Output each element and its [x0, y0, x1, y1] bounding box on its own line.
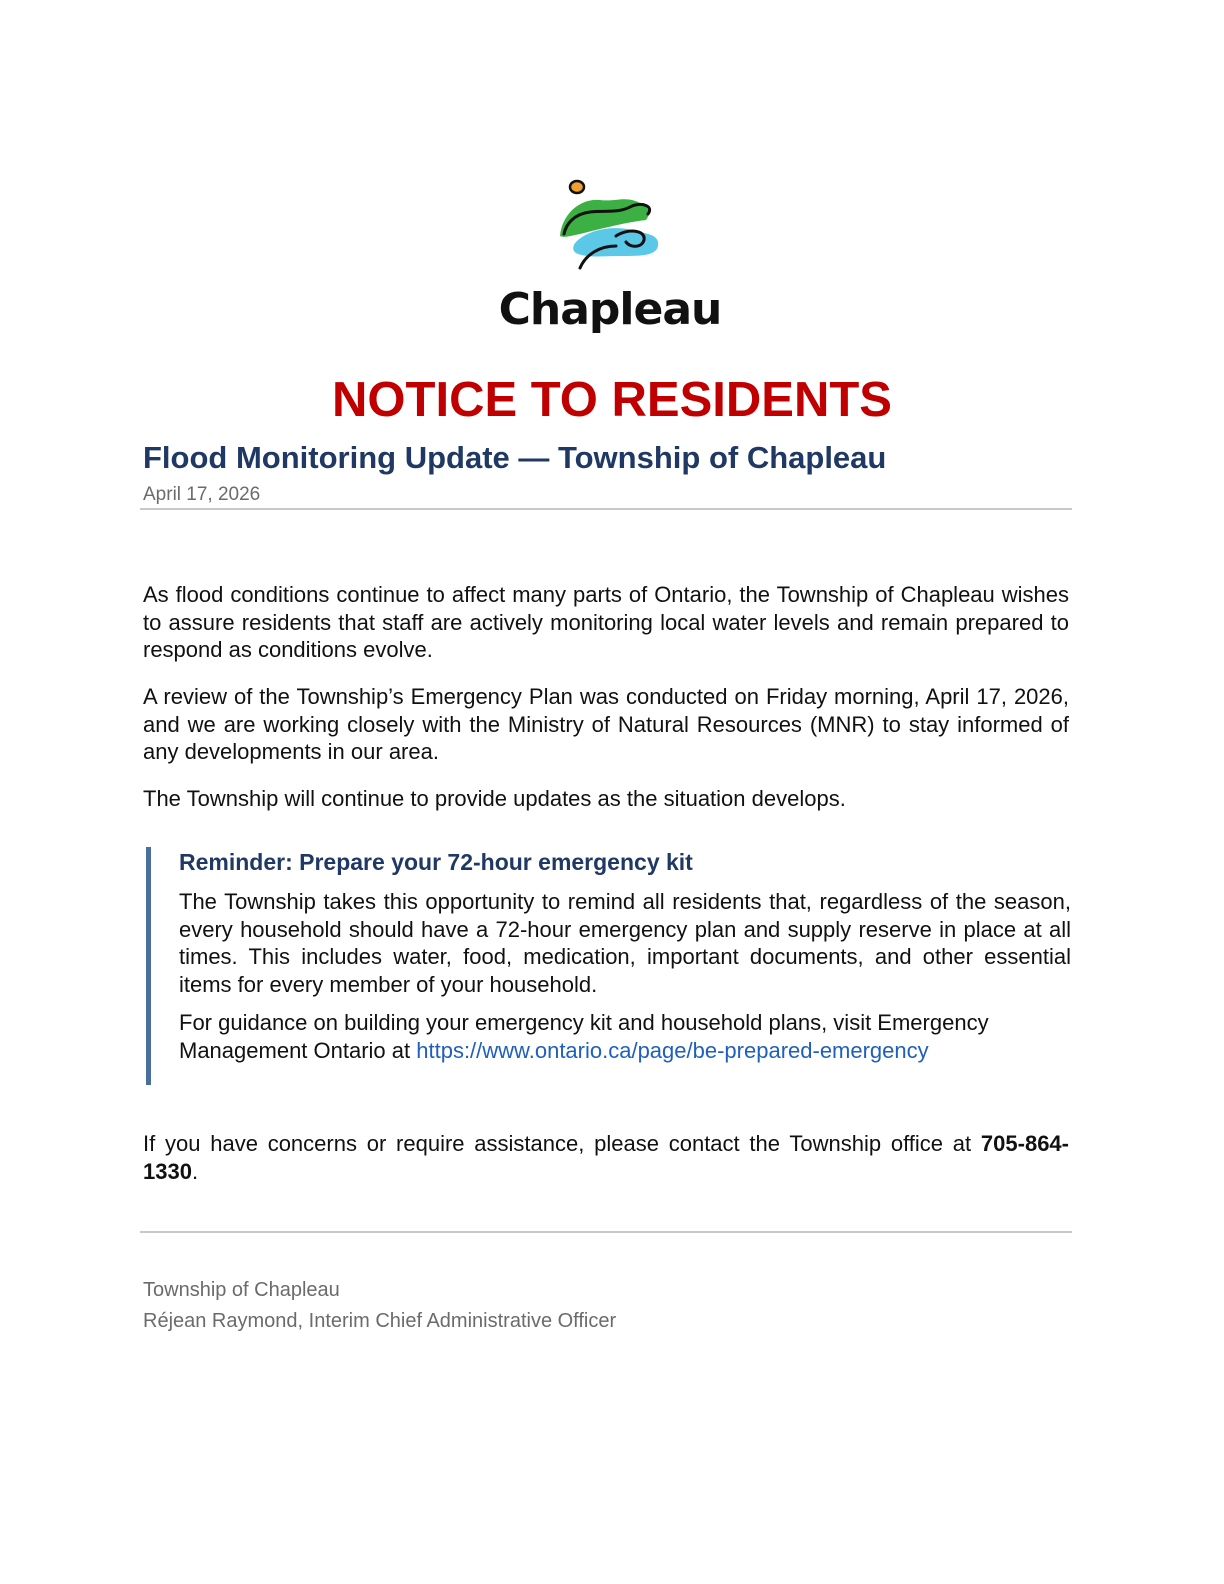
reminder-guidance-text: For guidance on building your emergency kit and household plans, visit Emergency Management Ontario at	[179, 1010, 989, 1063]
paragraph-flood-conditions: As flood conditions continue to affect many parts of Ontario, the Township of Chapleau wishes to assure residents that staff are actively monitoring local water levels and remain prepared to respond as conditions evolve.	[143, 582, 1069, 662]
header-divider	[140, 508, 1072, 510]
reminder-callout	[146, 847, 1074, 1085]
paragraph-contact	[143, 1130, 1069, 1185]
phone-number: 705-864-1330	[143, 1131, 1069, 1184]
emergency-ontario-link[interactable]: https://www.ontario.ca/page/be-prepared-emergency	[416, 1037, 929, 1063]
paragraph-emergency-plan-review: A review of the Township’s Emergency Plan was conducted on Friday morning, April 17, 2026, and we are working closely with the Ministry of Natural Resources (MNR) to stay informed of any developments in our area.	[143, 684, 1069, 764]
footer-divider	[140, 1231, 1072, 1233]
chapleau-logo	[498, 176, 722, 340]
contact-suffix: .	[191, 1158, 199, 1184]
reminder-guidance	[179, 1009, 1071, 1064]
notice-title: NOTICE TO RESIDENTS	[332, 373, 892, 427]
paragraph-updates: The Township will continue to provide updates as the situation develops.	[143, 786, 846, 811]
footer-signatory: Réjean Raymond, Interim Chief Administrative Officer	[143, 1310, 617, 1332]
logo-wordmark: Chapleau	[498, 284, 722, 335]
notice-subtitle: Flood Monitoring Update — Township of Chapleau	[143, 440, 887, 475]
reminder-heading: Reminder: Prepare your 72-hour emergency kit	[179, 849, 693, 875]
contact-text: If you have concerns or require assistance, please contact the Township office at	[143, 1131, 981, 1156]
reminder-text: The Township takes this opportunity to remind all residents that, regardless of the season, every household should have a 72-hour emergency plan and supply reserve in place at all times. This includes water, food, medication, important documents, and other essential items for every member of your household.	[179, 889, 1071, 997]
notice-date: April 17, 2026	[143, 484, 261, 505]
footer-organization: Township of Chapleau	[143, 1279, 340, 1301]
